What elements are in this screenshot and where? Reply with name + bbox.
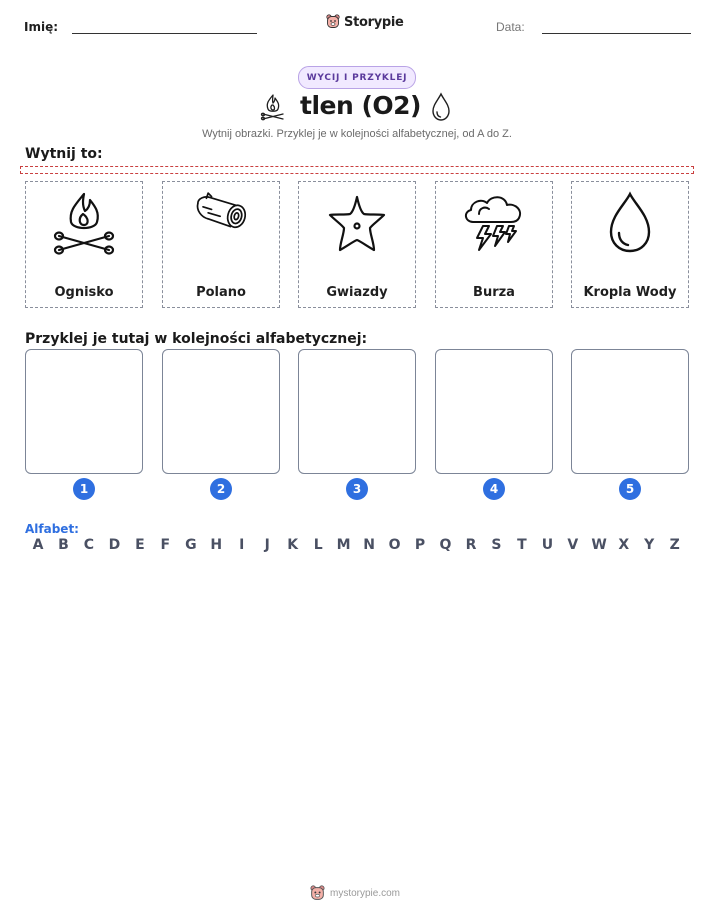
paste-slot-4[interactable]: [435, 349, 553, 474]
water-drop-icon: [428, 91, 454, 123]
alphabet-letter: J: [264, 537, 270, 553]
alphabet-letter: W: [591, 537, 607, 553]
paste-slot-1[interactable]: [25, 349, 143, 474]
slot-number-1: 1: [73, 478, 95, 500]
alphabet-letter: E: [135, 537, 145, 553]
cut-card-ognisko[interactable]: [25, 181, 143, 308]
alphabet-letter: T: [517, 537, 527, 553]
campfire-icon: [258, 92, 288, 122]
alphabet-row: [31, 537, 682, 553]
alphabet-letter: C: [83, 537, 95, 553]
alphabet-letter: G: [185, 537, 197, 553]
alphabet-letter: X: [618, 537, 630, 553]
alphabet-letter: F: [160, 537, 171, 553]
brand-logo: [326, 14, 404, 30]
campfire-icon: [49, 188, 119, 258]
alphabet-letter: Z: [669, 537, 680, 553]
alphabet-letter: L: [313, 537, 323, 553]
alphabet-letter: O: [388, 537, 401, 553]
alphabet-letter: H: [210, 537, 223, 553]
cut-card-polano[interactable]: [162, 181, 280, 308]
alphabet-letter: R: [465, 537, 477, 553]
slot-number-5: 5: [619, 478, 641, 500]
alphabet-letter: Y: [644, 537, 655, 553]
activity-badge: WYCIJ I PRZYKLEJ: [298, 66, 416, 89]
cut-card-burza[interactable]: [435, 181, 553, 308]
card-label: Kropla Wody: [583, 285, 677, 300]
slot-number-2: 2: [210, 478, 232, 500]
alphabet-letter: I: [239, 537, 245, 553]
alphabet-letter: P: [414, 537, 426, 553]
name-label: Imię:: [24, 20, 59, 34]
alphabet-letter: S: [491, 537, 502, 553]
cut-heading: Wytnij to:: [25, 146, 103, 162]
card-label: Polano: [196, 285, 246, 300]
date-label: Data:: [496, 20, 525, 34]
instructions: Wytnij obrazki. Przyklej je w kolejności alfabetycznej, od A do Z.: [202, 128, 512, 140]
storm-cloud-icon: [459, 188, 529, 258]
name-line[interactable]: [72, 33, 257, 34]
alphabet-letter: A: [32, 537, 44, 553]
bear-icon: [310, 885, 325, 902]
alphabet-label: Alfabet:: [25, 522, 79, 536]
paste-slot-3[interactable]: [298, 349, 416, 474]
slot-number-3: 3: [346, 478, 368, 500]
bear-icon: [326, 14, 340, 30]
star-icon: [322, 188, 392, 258]
paste-slot-5[interactable]: [571, 349, 689, 474]
card-label: Ognisko: [54, 285, 114, 300]
cut-card-kropla-wody[interactable]: [571, 181, 689, 308]
log-icon: [188, 188, 254, 248]
cut-line: [20, 166, 694, 174]
alphabet-letter: K: [287, 537, 299, 553]
brand-name: Storypie: [344, 14, 404, 30]
alphabet-letter: M: [336, 537, 351, 553]
paste-slot-2[interactable]: [162, 349, 280, 474]
alphabet-letter: V: [567, 537, 579, 553]
alphabet-letter: B: [58, 537, 69, 553]
card-label: Gwiazdy: [326, 285, 388, 300]
date-line[interactable]: [542, 33, 691, 34]
footer: [310, 885, 400, 902]
slot-number-4: 4: [483, 478, 505, 500]
alphabet-letter: D: [108, 537, 121, 553]
paste-heading: Przyklej je tutaj w kolejności alfabetycznej:: [25, 331, 368, 347]
water-drop-icon: [595, 188, 665, 258]
alphabet-letter: U: [541, 537, 554, 553]
alphabet-letter: N: [363, 537, 375, 553]
alphabet-letter: Q: [439, 537, 452, 553]
card-label: Burza: [473, 285, 515, 300]
page-title: tlen (O2): [300, 91, 421, 120]
cut-card-gwiazdy[interactable]: [298, 181, 416, 308]
footer-url: mystorypie.com: [330, 888, 401, 899]
